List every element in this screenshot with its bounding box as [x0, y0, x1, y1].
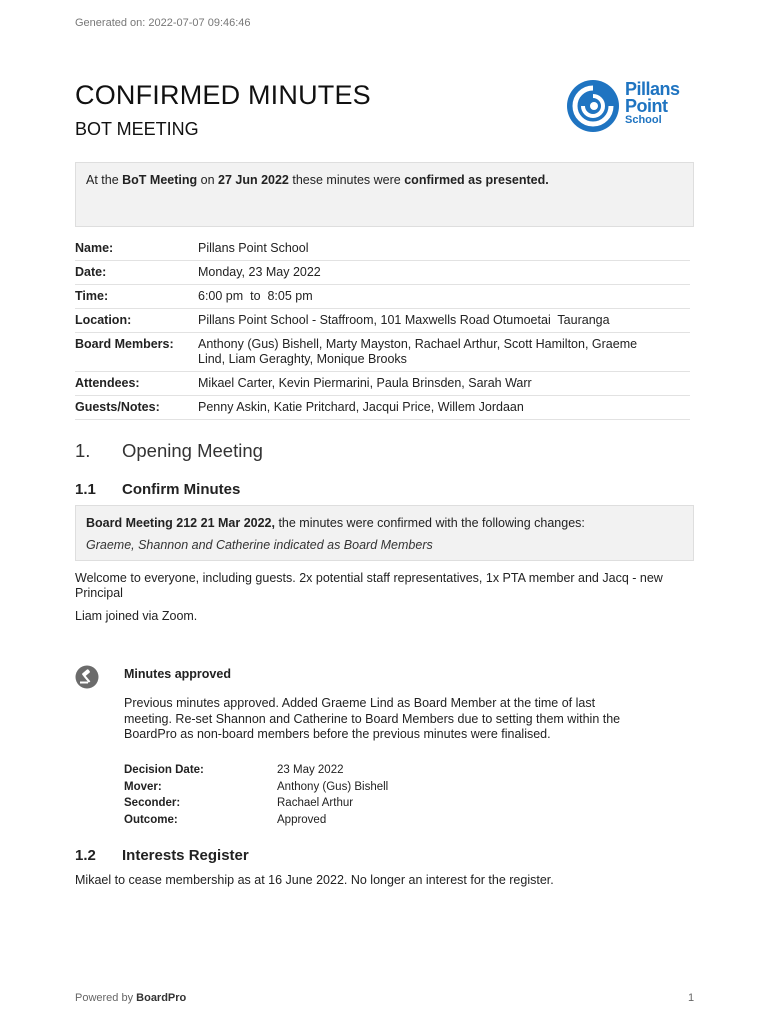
minutes-changes-text: the minutes were confirmed with the following changes: [274, 516, 585, 530]
decision-row [124, 795, 388, 812]
confirmation-middle: these minutes were [288, 173, 405, 187]
section-heading [75, 440, 263, 462]
confirmation-on: on [197, 173, 218, 187]
logo-line-1: Pillans [625, 79, 680, 99]
meta-row-date [75, 261, 690, 285]
zoom-paragraph: Liam joined via Zoom. [75, 609, 198, 623]
meta-key: Attendees: [75, 376, 140, 390]
decision-key: Decision Date: [124, 764, 204, 776]
confirmation-date: 27 Jun 2022 [218, 173, 289, 187]
meta-key: Date: [75, 265, 107, 279]
meta-value: Anthony (Gus) Bishell, Marty Mayston, Rachael Arthur, Scott Hamilton, Graeme Lind, Liam Geraghty, Monique Brooks [198, 337, 638, 366]
decision-value: Rachael Arthur [277, 797, 354, 809]
subsection-title: Confirm Minutes [122, 481, 241, 498]
logo-line-3: School [625, 114, 662, 126]
decision-details [124, 762, 388, 828]
decision-row [124, 779, 388, 796]
page-subtitle: BOT MEETING [75, 119, 199, 139]
decision-value: 23 May 2022 [277, 764, 344, 776]
decision-key: Outcome: [124, 813, 178, 826]
meta-key: Board Members: [75, 337, 174, 351]
meta-value: Penny Askin, Katie Pritchard, Jacqui Price, Willem Jordaan [198, 400, 524, 414]
meta-value: Pillans Point School - Staffroom, 101 Maxwells Road Otumoetai Tauranga [198, 313, 610, 327]
minutes-changes-detail: Graeme, Shannon and Catherine indicated as Board Members [86, 538, 433, 552]
logo-swirl-icon [565, 78, 623, 134]
subsection-heading [75, 481, 240, 498]
school-logo [565, 78, 695, 134]
decision-key: Mover: [124, 780, 162, 793]
logo-line-2: Point [625, 96, 668, 116]
meta-row-board-members [75, 333, 690, 372]
meta-row-guests [75, 396, 690, 420]
footer-powered-by [75, 992, 186, 1004]
confirmation-status: confirmed as presented. [404, 173, 549, 187]
subsection-number: 1.1 [75, 481, 96, 498]
meta-key: Location: [75, 313, 132, 327]
gavel-icon [75, 665, 99, 689]
confirmation-prefix: At the [86, 173, 123, 187]
meta-key: Name: [75, 241, 114, 255]
meta-value: Monday, 23 May 2022 [198, 265, 321, 279]
section-number: 1. [75, 440, 91, 461]
page-title: CONFIRMED MINUTES [75, 80, 371, 110]
meta-row-time [75, 285, 690, 309]
meta-row-location [75, 309, 690, 333]
decision-row [124, 812, 388, 829]
generated-timestamp: Generated on: 2022-07-07 09:46:46 [75, 17, 251, 29]
confirmation-box [75, 162, 694, 227]
interests-paragraph: Mikael to cease membership as at 16 June 2022. No longer an interest for the register. [75, 873, 554, 887]
meta-value: 6:00 pm to 8:05 pm [198, 289, 313, 303]
minutes-changes-ref: Board Meeting 212 21 Mar 2022, [86, 516, 275, 530]
meta-value: Pillans Point School [198, 241, 309, 255]
page-number: 1 [688, 992, 695, 1004]
meta-key: Guests/Notes: [75, 400, 160, 414]
decision-row [124, 762, 388, 779]
decision-key: Seconder: [124, 797, 181, 809]
meta-key: Time: [75, 289, 109, 303]
confirmation-meeting: BoT Meeting [122, 173, 198, 187]
welcome-paragraph: Welcome to everyone, including guests. 2x potential staff representatives, 1x PTA member and Jacq - new Principal [75, 571, 663, 600]
subsection-number: 1.2 [75, 847, 96, 864]
meta-value: Mikael Carter, Kevin Piermarini, Paula Brinsden, Sarah Warr [198, 376, 532, 390]
footer-powered-prefix: Powered by [75, 992, 137, 1004]
decision-value: Anthony (Gus) Bishell [277, 780, 389, 793]
decision-text: Previous minutes approved. Added Graeme Lind as Board Member at the time of last meeting. Re-set Shannon and Catherine to Board Members due to setting them within the BoardPro as non-board members before the previous minutes were finalised. [124, 696, 621, 741]
meta-row-attendees [75, 372, 690, 396]
section-title: Opening Meeting [122, 440, 263, 461]
meta-row-name [75, 237, 690, 261]
subsection-title: Interests Register [122, 847, 249, 864]
decision-value: Approved [277, 813, 327, 826]
meeting-details [75, 237, 690, 420]
subsection-heading [75, 847, 249, 864]
footer-brand: BoardPro [136, 992, 187, 1004]
minutes-changes-box [75, 505, 694, 561]
decision-title: Minutes approved [124, 667, 231, 681]
